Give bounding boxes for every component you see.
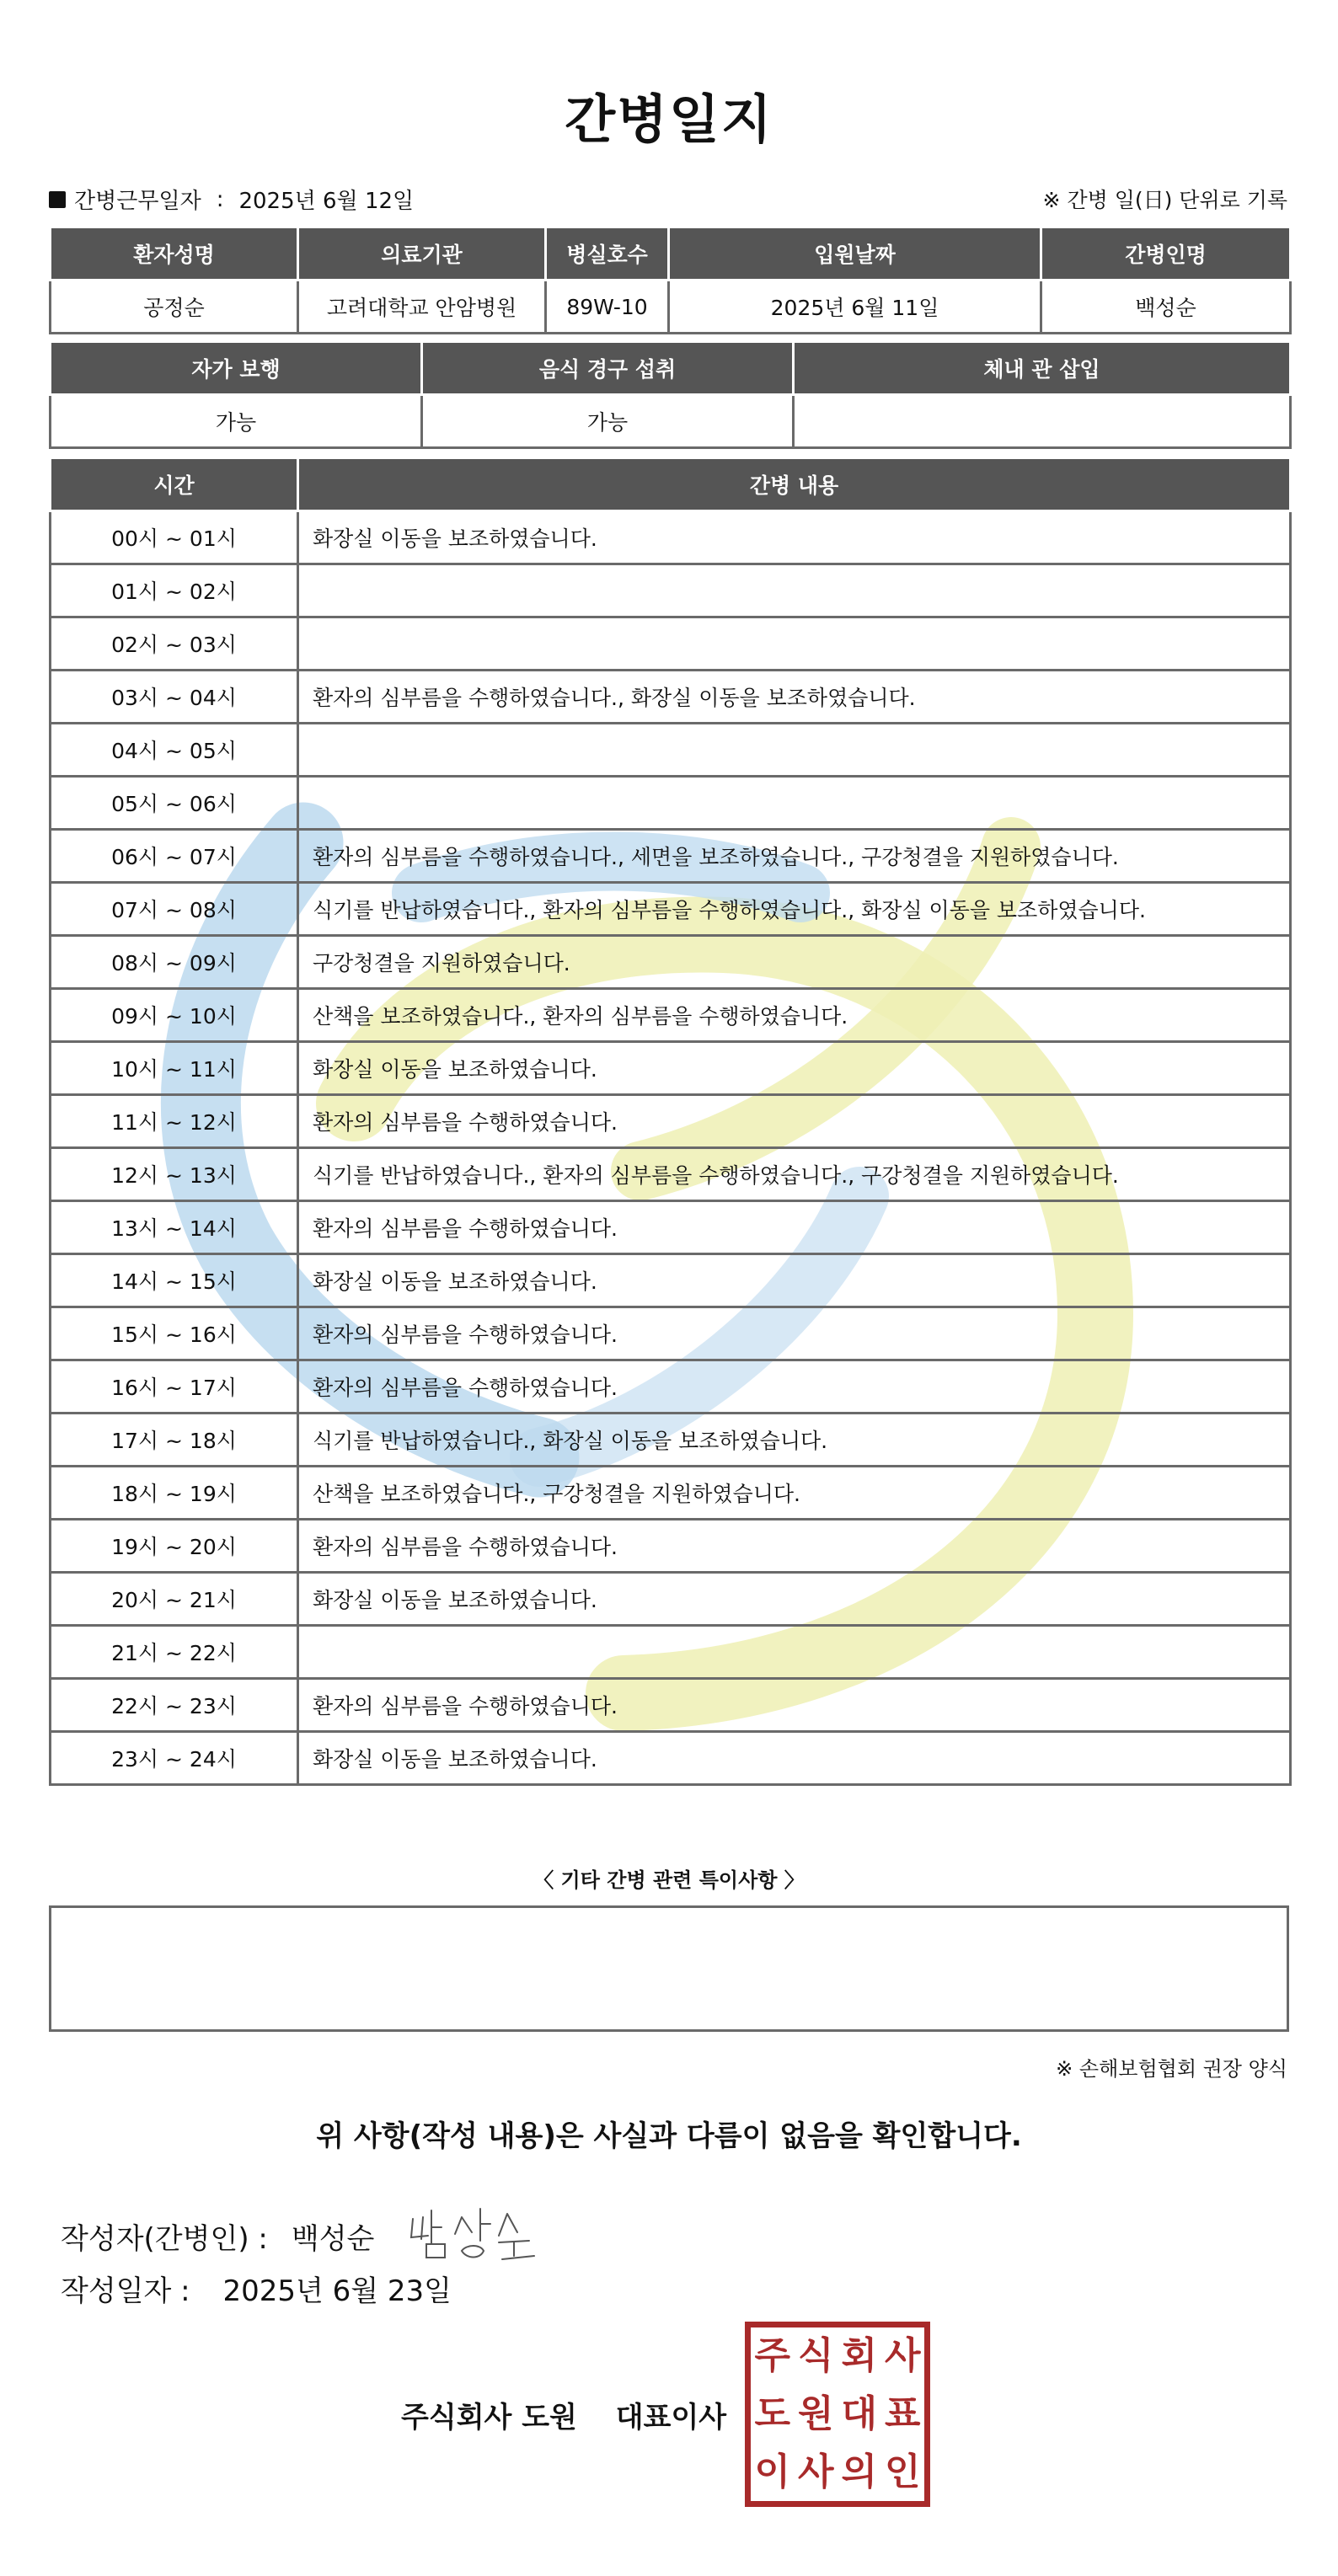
table-row bbox=[51, 617, 1291, 671]
care-content-cell: 환자의 심부름을 수행하였습니다. bbox=[298, 1520, 1291, 1573]
confirm-statement: 위 사항(작성 내용)은 사실과 다름이 없음을 확인합니다. bbox=[316, 2119, 1022, 2153]
page-title: 간병일지 bbox=[565, 88, 773, 150]
care-content-cell: 구강청결을 지원하였습니다. bbox=[298, 936, 1291, 989]
care-content-cell: 화장실 이동을 보조하였습니다. bbox=[298, 1042, 1291, 1095]
writer-label: 작성자(간병인) : bbox=[61, 2221, 268, 2256]
admission-date: 2025년 6월 11일 bbox=[669, 281, 1041, 334]
table-row bbox=[51, 1307, 1291, 1360]
table-row bbox=[51, 936, 1291, 989]
time-cell: 15시 ~ 16시 bbox=[51, 1307, 298, 1360]
time-cell: 17시 ~ 18시 bbox=[51, 1414, 298, 1467]
table-row bbox=[51, 724, 1291, 777]
write-date bbox=[61, 2268, 452, 2309]
care-content-cell bbox=[298, 724, 1291, 777]
time-cell: 16시 ~ 17시 bbox=[51, 1360, 298, 1414]
time-cell: 09시 ~ 10시 bbox=[51, 989, 298, 1042]
seal-character: 인 bbox=[884, 2450, 921, 2493]
time-cell: 01시 ~ 02시 bbox=[51, 564, 298, 617]
care-content-cell: 환자의 심부름을 수행하였습니다. bbox=[298, 1095, 1291, 1148]
time-cell: 07시 ~ 08시 bbox=[51, 883, 298, 936]
company-role: 대표이사 bbox=[615, 2401, 727, 2434]
hospital: 고려대학교 안암병원 bbox=[298, 281, 546, 334]
table-row bbox=[51, 511, 1291, 564]
time-cell: 19시 ~ 20시 bbox=[51, 1520, 298, 1573]
header-hospital: 의료기관 bbox=[298, 227, 546, 281]
time-cell: 03시 ~ 04시 bbox=[51, 671, 298, 724]
time-cell: 18시 ~ 19시 bbox=[51, 1467, 298, 1520]
caregiver-name: 백성순 bbox=[1041, 281, 1291, 334]
table-row bbox=[51, 1573, 1291, 1626]
care-content-cell: 식기를 반납하였습니다., 환자의 심부름을 수행하였습니다., 구강청결을 지원하였습니다. bbox=[298, 1148, 1291, 1201]
care-content-cell: 환자의 심부름을 수행하였습니다. bbox=[298, 1201, 1291, 1254]
header-patient-name: 환자성명 bbox=[51, 227, 298, 281]
table-row bbox=[51, 1095, 1291, 1148]
room-number: 89W-10 bbox=[546, 281, 669, 334]
care-content-cell: 산책을 보조하였습니다., 구강청결을 지원하였습니다. bbox=[298, 1467, 1291, 1520]
table-row bbox=[51, 1414, 1291, 1467]
square-bullet-icon bbox=[49, 191, 66, 208]
table-row bbox=[51, 1732, 1291, 1785]
time-cell: 05시 ~ 06시 bbox=[51, 777, 298, 830]
care-content-cell: 식기를 반납하였습니다., 화장실 이동을 보조하였습니다. bbox=[298, 1414, 1291, 1467]
oral-intake-status: 가능 bbox=[422, 395, 794, 448]
patient-name: 공정순 bbox=[51, 281, 298, 334]
tube-status bbox=[794, 395, 1291, 448]
work-date-value: 2025년 6월 12일 bbox=[238, 189, 415, 214]
table-row bbox=[51, 1201, 1291, 1254]
care-content-cell: 환자의 심부름을 수행하였습니다., 화장실 이동을 보조하였습니다. bbox=[298, 671, 1291, 724]
seal-character: 사 bbox=[884, 2334, 921, 2378]
time-cell: 22시 ~ 23시 bbox=[51, 1679, 298, 1732]
care-content-cell bbox=[298, 617, 1291, 671]
seal-character: 주 bbox=[754, 2334, 790, 2378]
company-line bbox=[401, 2394, 726, 2435]
seal-character: 의 bbox=[841, 2450, 877, 2493]
table-row bbox=[51, 777, 1291, 830]
write-date-value: 2025년 6월 23일 bbox=[222, 2274, 452, 2308]
table-row bbox=[51, 564, 1291, 617]
time-cell: 10시 ~ 11시 bbox=[51, 1042, 298, 1095]
time-cell: 06시 ~ 07시 bbox=[51, 830, 298, 883]
seal-character: 표 bbox=[884, 2392, 921, 2435]
seal-character: 사 bbox=[797, 2450, 834, 2493]
handwritten-signature bbox=[403, 2202, 563, 2269]
work-date-label: 간병근무일자 bbox=[74, 189, 201, 214]
care-content-cell: 화장실 이동을 보조하였습니다. bbox=[298, 1732, 1291, 1785]
time-cell: 11시 ~ 12시 bbox=[51, 1095, 298, 1148]
care-log-table bbox=[49, 457, 1292, 1786]
header-oral-intake: 음식 경구 섭취 bbox=[422, 342, 794, 395]
patient-status-table bbox=[49, 340, 1292, 449]
time-cell: 20시 ~ 21시 bbox=[51, 1573, 298, 1626]
time-cell: 13시 ~ 14시 bbox=[51, 1201, 298, 1254]
seal-character: 회 bbox=[841, 2334, 877, 2378]
company-name: 주식회사 도원 bbox=[401, 2401, 577, 2434]
table-row bbox=[51, 1467, 1291, 1520]
care-content-cell: 화장실 이동을 보조하였습니다. bbox=[298, 1573, 1291, 1626]
time-cell: 12시 ~ 13시 bbox=[51, 1148, 298, 1201]
care-content-cell: 산책을 보조하였습니다., 환자의 심부름을 수행하였습니다. bbox=[298, 989, 1291, 1042]
table-row bbox=[51, 1626, 1291, 1679]
time-cell: 23시 ~ 24시 bbox=[51, 1732, 298, 1785]
care-content-cell: 화장실 이동을 보조하였습니다. bbox=[298, 1254, 1291, 1307]
header-walking: 자가 보행 bbox=[51, 342, 422, 395]
patient-info-table bbox=[49, 226, 1292, 334]
write-date-label: 작성일자 : bbox=[61, 2274, 190, 2308]
seal-character: 원 bbox=[797, 2392, 834, 2435]
writer-name: 백성순 bbox=[291, 2221, 375, 2256]
header-room: 병실호수 bbox=[546, 227, 669, 281]
care-content-cell: 식기를 반납하였습니다., 환자의 심부름을 수행하였습니다., 화장실 이동을 보조하였습니다. bbox=[298, 883, 1291, 936]
care-content-cell: 환자의 심부름을 수행하였습니다. bbox=[298, 1679, 1291, 1732]
time-cell: 21시 ~ 22시 bbox=[51, 1626, 298, 1679]
header-tube: 체내 관 삽입 bbox=[794, 342, 1291, 395]
seal-character: 식 bbox=[797, 2334, 834, 2378]
record-note: ※ 간병 일(日) 단위로 기록 bbox=[1042, 188, 1287, 212]
table-row bbox=[51, 1148, 1291, 1201]
table-row bbox=[51, 989, 1291, 1042]
care-content-cell: 환자의 심부름을 수행하였습니다. bbox=[298, 1307, 1291, 1360]
seal-character: 이 bbox=[754, 2450, 790, 2493]
time-cell: 00시 ~ 01시 bbox=[51, 511, 298, 564]
care-content-cell bbox=[298, 564, 1291, 617]
table-row bbox=[51, 883, 1291, 936]
table-row bbox=[51, 1254, 1291, 1307]
care-content-cell bbox=[298, 1626, 1291, 1679]
time-cell: 14시 ~ 15시 bbox=[51, 1254, 298, 1307]
header-admission-date: 입원날짜 bbox=[669, 227, 1041, 281]
recommend-note: ※ 손해보험협회 권장 양식 bbox=[1056, 2057, 1287, 2081]
header-time: 시간 bbox=[51, 458, 298, 511]
walking-status: 가능 bbox=[51, 395, 422, 448]
notes-title: 〈 기타 간병 관련 특이사항 〉 bbox=[533, 1868, 805, 1892]
table-row bbox=[51, 1042, 1291, 1095]
company-seal-stamp bbox=[745, 2322, 930, 2507]
time-cell: 02시 ~ 03시 bbox=[51, 617, 298, 671]
table-row bbox=[51, 830, 1291, 883]
table-row bbox=[51, 1679, 1291, 1732]
seal-character: 도 bbox=[754, 2392, 790, 2435]
seal-character: 대 bbox=[841, 2392, 877, 2435]
notes-box bbox=[49, 1905, 1289, 2032]
header-caregiver-name: 간병인명 bbox=[1041, 227, 1291, 281]
care-content-cell bbox=[298, 777, 1291, 830]
care-content-cell: 환자의 심부름을 수행하였습니다. bbox=[298, 1360, 1291, 1414]
work-date-sep: : bbox=[216, 186, 224, 212]
writer-line bbox=[61, 2202, 563, 2269]
table-row bbox=[51, 671, 1291, 724]
work-date bbox=[49, 184, 414, 215]
table-row bbox=[51, 1520, 1291, 1573]
care-content-cell: 환자의 심부름을 수행하였습니다., 세면을 보조하였습니다., 구강청결을 지원하였습니다. bbox=[298, 830, 1291, 883]
care-content-cell: 화장실 이동을 보조하였습니다. bbox=[298, 511, 1291, 564]
time-cell: 04시 ~ 05시 bbox=[51, 724, 298, 777]
header-care-content: 간병 내용 bbox=[298, 458, 1291, 511]
time-cell: 08시 ~ 09시 bbox=[51, 936, 298, 989]
table-row bbox=[51, 1360, 1291, 1414]
